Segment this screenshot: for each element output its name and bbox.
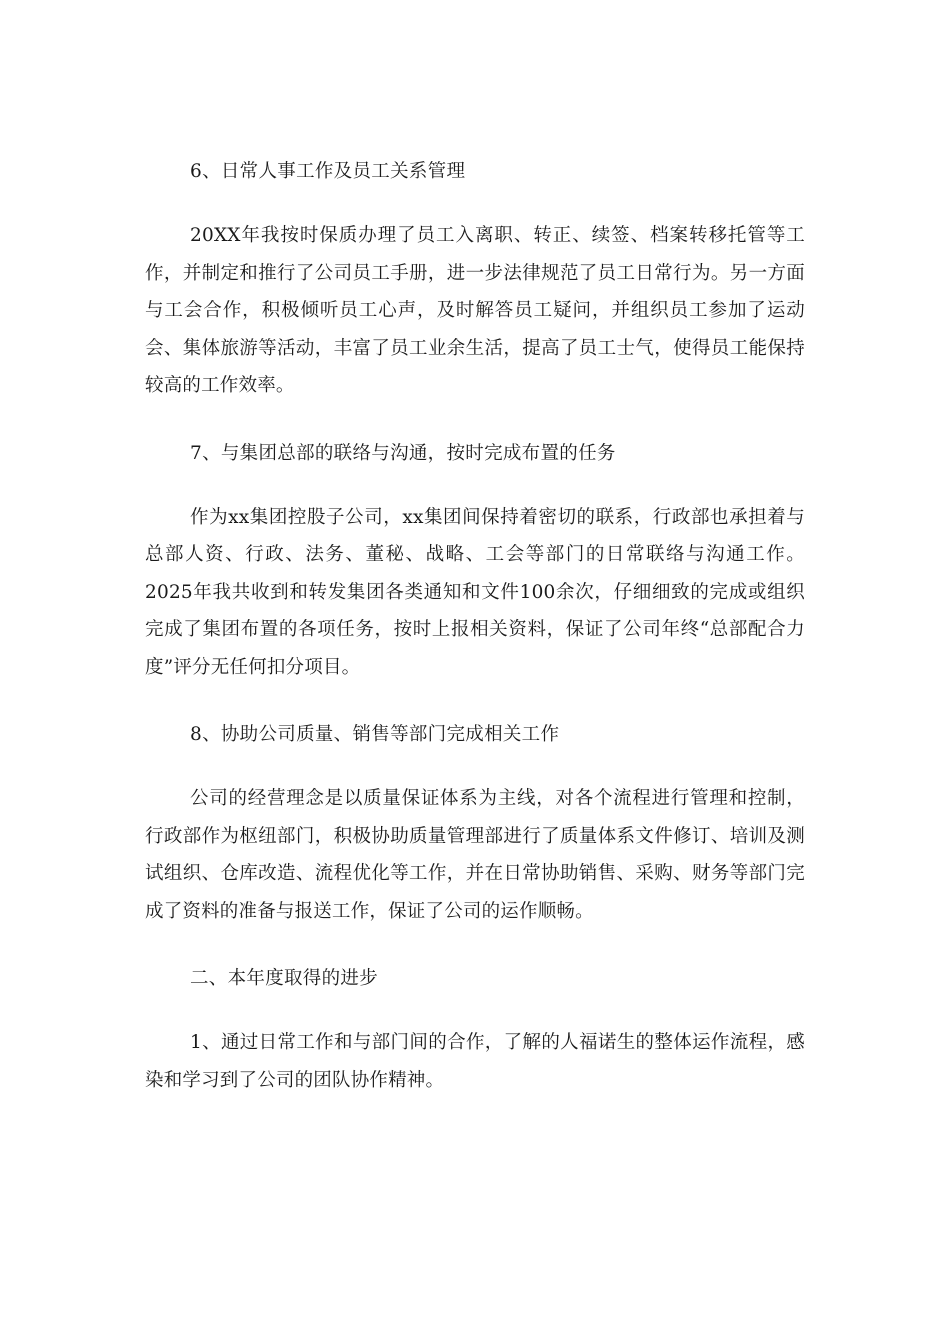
section-paragraph-hq-liaison: 作为xx集团控股子公司，xx集团间保持着密切的联系，行政部也承担着与总部人资、行政、法务、董秘、战略、工会等部门的日常联络与沟通工作。2025年我共收到和转发集团各类通知和文件100余次，仔细细致的完成或组织完成了集团布置的各项任务，按时上报相关资料，保证了公司年终“总部配合力度”评分无任何扣分项目。 [145, 506, 805, 678]
section-heading-hq-liaison: 7、与集团总部的联络与沟通，按时完成布置的任务 [190, 442, 616, 464]
section-paragraph-hr-management: 20XX年我按时保质办理了员工入离职、转正、续签、档案转移托管等工作，并制定和推行了公司员工手册，进一步法律规范了员工日常行为。另一方面与工会合作，积极倾听员工心声，及时解答员工疑问，并组织员工参加了运动会、集体旅游等活动，丰富了员工业余生活，提高了员工士气，使得员工能保持较高的工作效率。 [145, 225, 805, 396]
section-paragraph-progress: 1、通过日常工作和与部门间的合作，了解的人福诺生的整体运作流程，感染和学习到了公司的团队协作精神。 [145, 1032, 805, 1091]
section-paragraph-assist-departments: 公司的经营理念是以质量保证体系为主线，对各个流程进行管理和控制，行政部作为枢纽部门，积极协助质量管理部进行了质量体系文件修订、培训及测试组织、仓库改造、流程优化等工作，并在日常协助销售、采购、财务等部门完成了资料的准备与报送工作，保证了公司的运作顺畅。 [145, 788, 805, 922]
section-heading-progress: 二、本年度取得的进步 [190, 968, 379, 989]
section-heading-hr-management: 6、日常人事工作及员工关系管理 [190, 161, 466, 182]
document-body [145, 153, 805, 1099]
section-heading-assist-departments: 8、协助公司质量、销售等部门完成相关工作 [190, 724, 560, 745]
